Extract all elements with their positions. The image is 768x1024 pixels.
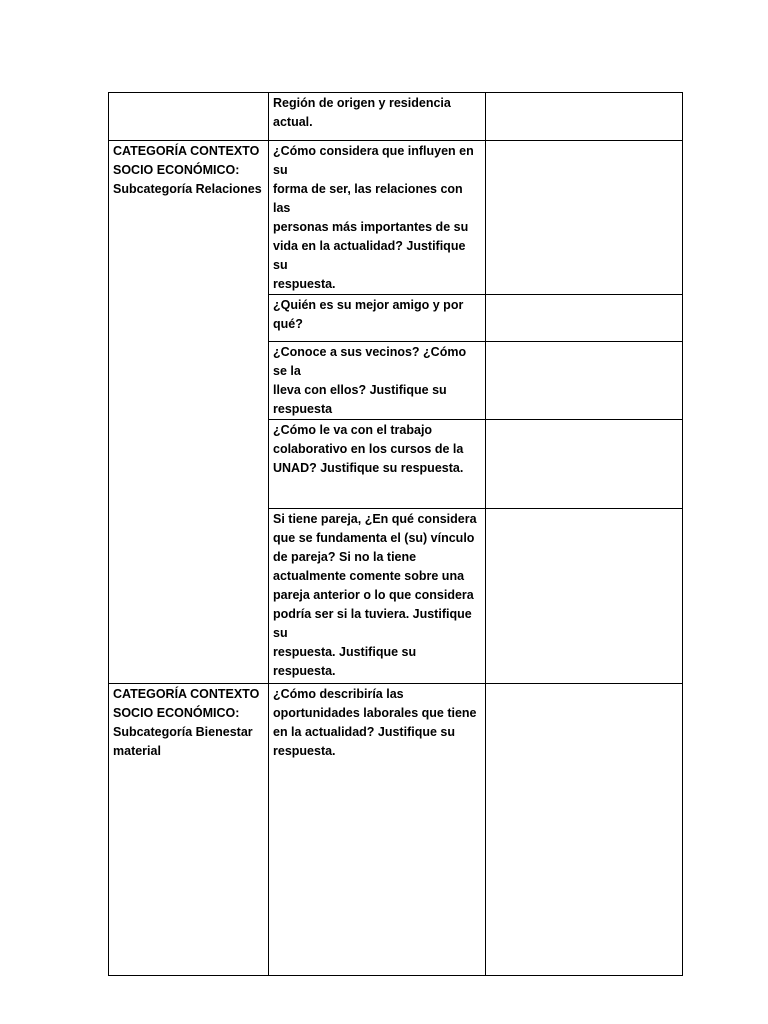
question-cell: ¿Quién es su mejor amigo y por qué? <box>269 295 486 342</box>
question-cell: Si tiene pareja, ¿En qué considera que se fundamenta el (su) vínculo de pareja? Si no la tiene actualmente comente sobre una pareja anterior o lo que considera podría ser si la tuviera. Justifique su respuesta. Justifique su respuesta. <box>269 509 486 684</box>
answer-cell[interactable] <box>486 684 683 976</box>
question-cell: ¿Cómo describiría las oportunidades laborales que tiene en la actualidad? Justifique su respuesta. <box>269 684 486 976</box>
answer-cell[interactable] <box>486 93 683 141</box>
answer-cell[interactable] <box>486 141 683 295</box>
table-row <box>109 93 683 141</box>
answer-cell[interactable] <box>486 295 683 342</box>
question-cell: ¿Cómo considera que influyen en su forma de ser, las relaciones con las personas más importantes de su vida en la actualidad? Justifique su respuesta. <box>269 141 486 295</box>
question-cell: ¿Conoce a sus vecinos? ¿Cómo se la lleva con ellos? Justifique su respuesta <box>269 342 486 420</box>
table-row <box>109 141 683 295</box>
category-cell-relaciones: CATEGORÍA CONTEXTO SOCIO ECONÓMICO: Subcategoría Relaciones <box>109 141 269 684</box>
category-cell-empty <box>109 93 269 141</box>
answer-cell[interactable] <box>486 420 683 509</box>
category-cell-bienestar: CATEGORÍA CONTEXTO SOCIO ECONÓMICO: Subcategoría Bienestar material <box>109 684 269 976</box>
answer-cell[interactable] <box>486 509 683 684</box>
table-row <box>109 684 683 976</box>
question-cell: ¿Cómo le va con el trabajo colaborativo en los cursos de la UNAD? Justifique su respuesta. <box>269 420 486 509</box>
question-cell: Región de origen y residencia actual. <box>269 93 486 141</box>
answer-cell[interactable] <box>486 342 683 420</box>
interview-table <box>108 92 683 976</box>
